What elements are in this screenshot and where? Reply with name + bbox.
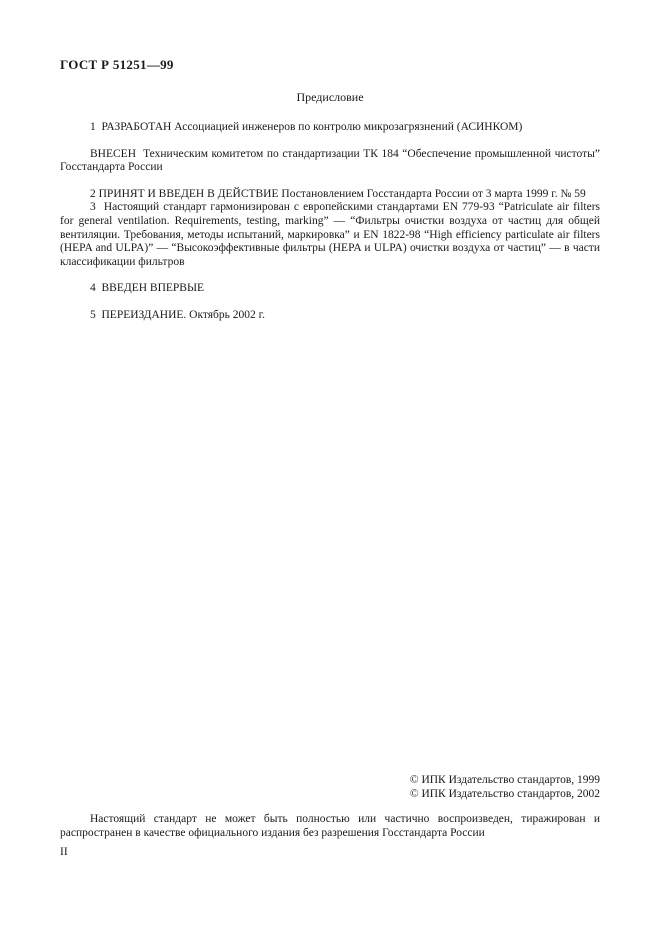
page-content — [60, 57, 600, 323]
copyright-line-1999: © ИПК Издательство стандартов, 1999 — [409, 774, 600, 786]
restriction-note: Настоящий стандарт не может быть полностью или частично воспроизведен, тиражирован и распространен в качестве официального издания без разрешения Госстандарта России — [60, 813, 600, 839]
page-footer — [60, 774, 600, 858]
preface-item-developed: 1 РАЗРАБОТАН Ассоциацией инженеров по контролю микрозагрязнений (АСИНКОМ) — [90, 121, 523, 133]
standard-code-header: ГОСТ Р 51251—99 — [60, 57, 174, 72]
preface-item-harmonized: 3 Настоящий стандарт гармонизирован с европейскими стандартами EN 779-93 “Patriculate air filters for general ventilation. Requirements, testing, marking” — “Фильтры очистки воздуха от частиц для общей вентиляции. Требования, методы испытаний, маркировка” и EN 1822-98 “High efficiency particulate air filters (HEPA and ULPA)” — “Высокоэффективные фильтры (HEPA и ULPA) очистки воздуха от частиц” — в части классификации фильтров — [60, 201, 600, 268]
preface-item-first-introduced: 4 ВВЕДЕН ВПЕРВЫЕ — [90, 282, 205, 295]
preface-item-reissue: 5 ПЕРЕИЗДАНИЕ. Октябрь 2002 г. — [90, 308, 265, 321]
page-number: II — [60, 846, 68, 859]
preface-title: Предисловие — [296, 90, 364, 104]
preface-item-adopted: 2 ПРИНЯТ И ВВЕДЕН В ДЕЙСТВИЕ Постановлением Госстандарта России от 3 марта 1999 г. № 59 — [90, 187, 586, 200]
preface-item-submitted: ВНЕСЕН Техническим комитетом по стандартизации ТК 184 “Обеспечение промышленной чистоты” Госстандарта России — [60, 147, 600, 174]
copyright-line-2002: © ИПК Издательство стандартов, 2002 — [409, 787, 600, 800]
